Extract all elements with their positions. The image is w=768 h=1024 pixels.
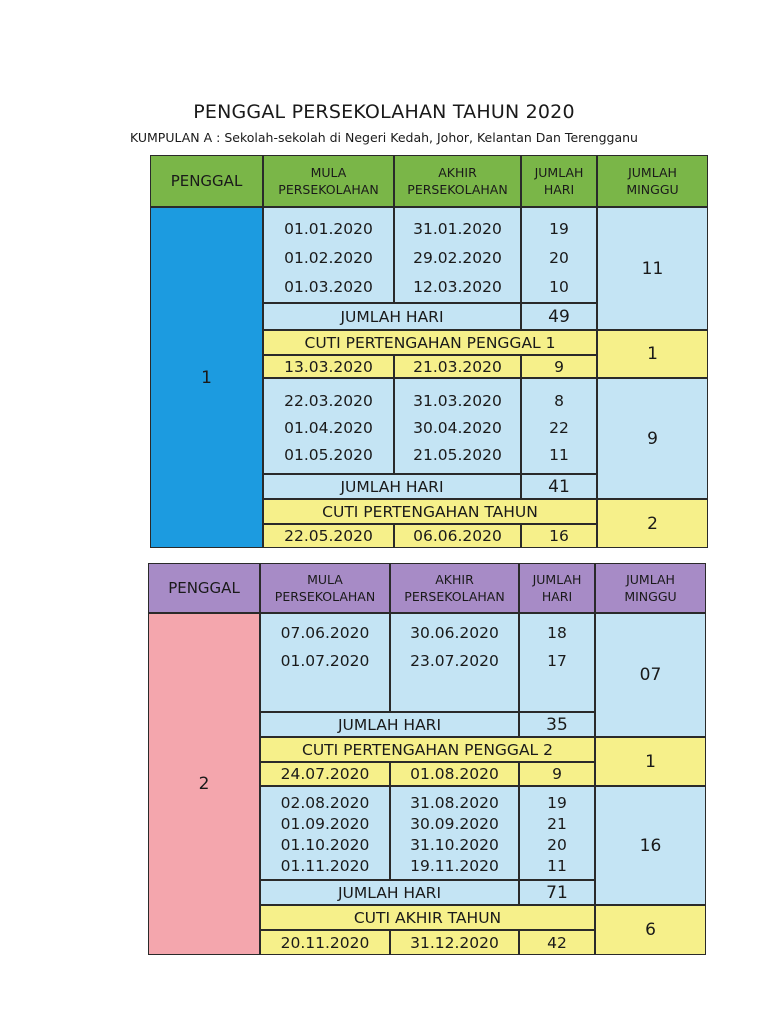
header-jumlah-hari bbox=[521, 155, 597, 207]
date-cell: 07.06.2020 bbox=[280, 624, 370, 642]
p1-cuti1-akhir: 21.03.2020 bbox=[394, 355, 521, 378]
header-hari-line1: JUMLAH bbox=[534, 165, 584, 180]
p2-block2-hari bbox=[519, 786, 595, 880]
p1-cuti2-hari: 16 bbox=[521, 524, 597, 548]
days-cell: 19 bbox=[547, 793, 567, 812]
days-cell: 20 bbox=[547, 835, 567, 854]
date-cell: 23.07.2020 bbox=[410, 652, 499, 670]
date-cell: 31.08.2020 bbox=[410, 793, 499, 812]
p1-cuti2-mula: 22.05.2020 bbox=[263, 524, 394, 548]
date-cell: 01.01.2020 bbox=[284, 219, 373, 238]
p2-block2-mula bbox=[260, 786, 390, 880]
days-cell: 17 bbox=[547, 652, 567, 670]
header-mula-line1: MULA bbox=[310, 165, 347, 180]
p2-block1-mula bbox=[260, 613, 390, 712]
p2-block1-hari bbox=[519, 613, 595, 712]
date-cell: 30.04.2020 bbox=[413, 418, 502, 437]
date-cell: 01.09.2020 bbox=[280, 814, 370, 833]
header-akhir-line2: PERSEKOLAHAN bbox=[404, 589, 505, 604]
p1-block2-akhir bbox=[394, 378, 521, 474]
p2-block1-akhir bbox=[390, 613, 519, 712]
p1-block1-jumlah-value: 49 bbox=[521, 303, 597, 330]
days-cell: 8 bbox=[554, 391, 564, 410]
date-cell: 02.08.2020 bbox=[280, 793, 370, 812]
header-penggal: PENGGAL bbox=[148, 563, 260, 613]
p2-cuti2-hari: 42 bbox=[519, 930, 595, 955]
header-jumlah-hari bbox=[519, 563, 595, 613]
p1-block2-mula bbox=[263, 378, 394, 474]
p2-cuti1-minggu: 1 bbox=[595, 737, 706, 786]
p2-cuti1-hari: 9 bbox=[519, 762, 595, 786]
date-cell: 01.05.2020 bbox=[284, 445, 373, 464]
header-mula bbox=[263, 155, 394, 207]
header-akhir-line1: AKHIR bbox=[438, 165, 477, 180]
p1-block2-jumlah-label: JUMLAH HARI bbox=[263, 474, 521, 499]
date-cell: 31.03.2020 bbox=[413, 391, 502, 410]
p2-cuti2-minggu: 6 bbox=[595, 905, 706, 955]
days-cell: 11 bbox=[549, 445, 569, 464]
days-cell: 18 bbox=[547, 624, 567, 642]
page-subtitle: KUMPULAN A : Sekolah-sekolah di Negeri Kedah, Johor, Kelantan Dan Terengganu bbox=[130, 130, 638, 145]
header-hari-line2: HARI bbox=[543, 182, 575, 197]
header-akhir-line1: AKHIR bbox=[435, 572, 474, 587]
penggal-1-label: 1 bbox=[150, 207, 263, 548]
p1-block1-minggu: 11 bbox=[597, 207, 708, 330]
header-mula-line2: PERSEKOLAHAN bbox=[274, 589, 376, 604]
header-minggu-line1: JUMLAH bbox=[626, 572, 675, 587]
date-cell: 01.07.2020 bbox=[280, 652, 370, 670]
p1-cuti2-minggu: 2 bbox=[597, 499, 708, 548]
days-cell: 22 bbox=[549, 418, 569, 437]
header-hari-line1: JUMLAH bbox=[532, 572, 582, 587]
header-mula bbox=[260, 563, 390, 613]
p2-block2-jumlah-label: JUMLAH HARI bbox=[260, 880, 519, 905]
header-akhir-line2: PERSEKOLAHAN bbox=[407, 182, 508, 197]
page-title: PENGGAL PERSEKOLAHAN TAHUN 2020 bbox=[193, 101, 575, 123]
header-penggal: PENGGAL bbox=[150, 155, 263, 207]
days-cell: 11 bbox=[547, 856, 567, 875]
p1-block1-mula bbox=[263, 207, 394, 303]
date-cell: 12.03.2020 bbox=[413, 277, 502, 296]
date-cell: 30.06.2020 bbox=[410, 624, 499, 642]
date-cell: 01.03.2020 bbox=[284, 277, 373, 296]
p1-cuti1-mula: 13.03.2020 bbox=[263, 355, 394, 378]
p2-block2-akhir bbox=[390, 786, 519, 880]
days-cell: 20 bbox=[549, 248, 569, 267]
date-cell: 22.03.2020 bbox=[284, 391, 373, 410]
p1-block1-akhir bbox=[394, 207, 521, 303]
p2-block1-jumlah-value: 35 bbox=[519, 712, 595, 737]
p1-block2-minggu: 9 bbox=[597, 378, 708, 499]
p2-block1-minggu: 07 bbox=[595, 613, 706, 737]
date-cell: 01.10.2020 bbox=[280, 835, 370, 854]
header-jumlah-minggu bbox=[595, 563, 706, 613]
p2-cuti2-akhir: 31.12.2020 bbox=[390, 930, 519, 955]
date-cell: 01.04.2020 bbox=[284, 418, 373, 437]
p1-cuti2-akhir: 06.06.2020 bbox=[394, 524, 521, 548]
date-cell: 31.10.2020 bbox=[410, 835, 499, 854]
days-cell: 21 bbox=[547, 814, 567, 833]
days-cell: 10 bbox=[549, 277, 569, 296]
p1-cuti1-label: CUTI PERTENGAHAN PENGGAL 1 bbox=[263, 330, 597, 355]
p1-cuti1-minggu: 1 bbox=[597, 330, 708, 378]
p2-block2-jumlah-value: 71 bbox=[519, 880, 595, 905]
p2-cuti1-akhir: 01.08.2020 bbox=[390, 762, 519, 786]
days-cell: 19 bbox=[549, 219, 569, 238]
p1-block1-hari bbox=[521, 207, 597, 303]
p2-block1-jumlah-label: JUMLAH HARI bbox=[260, 712, 519, 737]
p2-cuti1-mula: 24.07.2020 bbox=[260, 762, 390, 786]
p1-block2-hari bbox=[521, 378, 597, 474]
header-jumlah-minggu bbox=[597, 155, 708, 207]
date-cell: 21.05.2020 bbox=[413, 445, 502, 464]
date-cell: 30.09.2020 bbox=[410, 814, 499, 833]
header-akhir bbox=[394, 155, 521, 207]
header-minggu-line2: MINGGU bbox=[624, 589, 677, 604]
p2-cuti1-label: CUTI PERTENGAHAN PENGGAL 2 bbox=[260, 737, 595, 762]
date-cell: 19.11.2020 bbox=[410, 856, 499, 875]
header-hari-line2: HARI bbox=[541, 589, 573, 604]
header-akhir bbox=[390, 563, 519, 613]
p2-block2-minggu: 16 bbox=[595, 786, 706, 905]
header-mula-line2: PERSEKOLAHAN bbox=[278, 182, 379, 197]
p1-cuti1-hari: 9 bbox=[521, 355, 597, 378]
header-minggu-line1: JUMLAH bbox=[628, 165, 677, 180]
header-minggu-line2: MINGGU bbox=[626, 182, 679, 197]
p1-block2-jumlah-value: 41 bbox=[521, 474, 597, 499]
date-cell: 01.11.2020 bbox=[280, 856, 370, 875]
header-mula-line1: MULA bbox=[307, 572, 343, 587]
p2-cuti2-label: CUTI AKHIR TAHUN bbox=[260, 905, 595, 930]
p1-block1-jumlah-label: JUMLAH HARI bbox=[263, 303, 521, 330]
p1-cuti2-label: CUTI PERTENGAHAN TAHUN bbox=[263, 499, 597, 524]
date-cell: 31.01.2020 bbox=[413, 219, 502, 238]
date-cell: 29.02.2020 bbox=[413, 248, 502, 267]
penggal-2-label: 2 bbox=[148, 613, 260, 955]
date-cell: 01.02.2020 bbox=[284, 248, 373, 267]
p2-cuti2-mula: 20.11.2020 bbox=[260, 930, 390, 955]
